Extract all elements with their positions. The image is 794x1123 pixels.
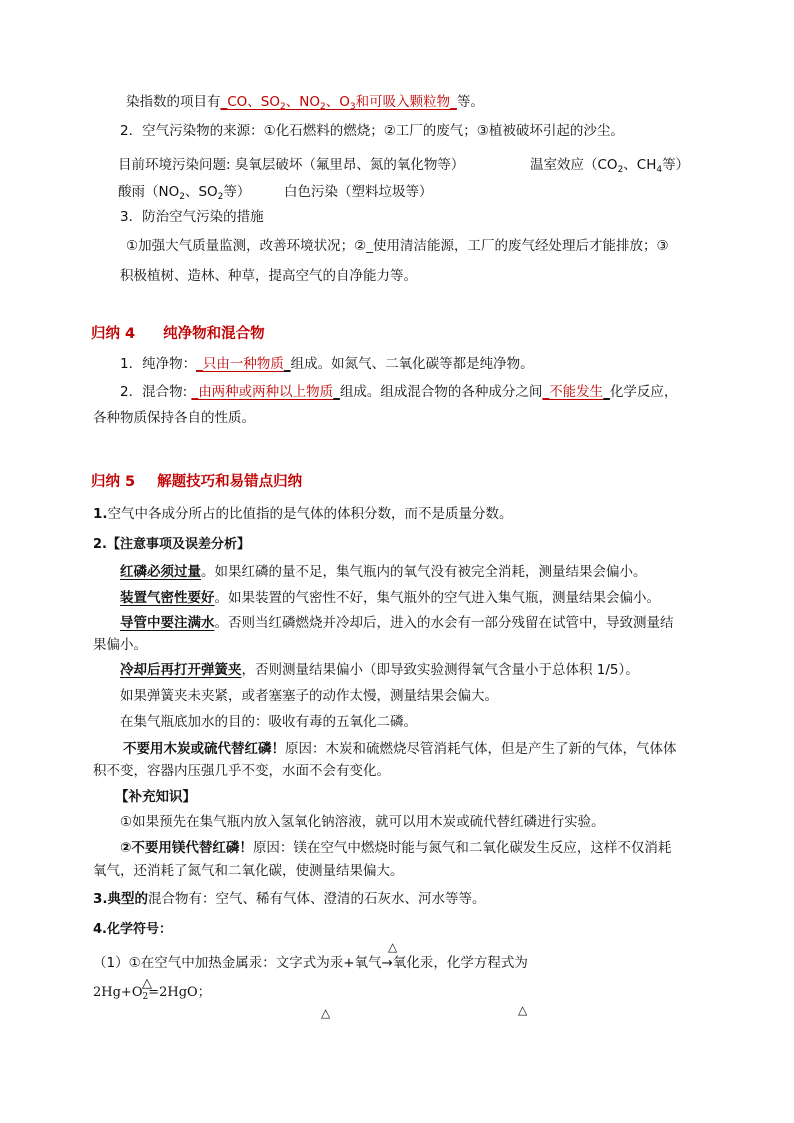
tip-4: 4.化学符号： xyxy=(93,922,172,937)
heat-symbol-eq: △ xyxy=(142,976,152,991)
heading-section-5: 归纳 5 解题技巧和易错点归纳 xyxy=(91,474,303,490)
greenhouse-effect: 温室效应（$CO_2$、$CH_4$等） xyxy=(530,157,690,175)
supplement-2: ②不要用镁代替红磷！原因：镁在空气中燃烧时能与氮气和二氧化碳发生反应，这样不仅消耗 xyxy=(120,840,672,856)
heading-section-4: 归纳 4 纯净物和混合物 xyxy=(91,326,265,342)
note-red-phosphorus: 红磷必须过量。如果红磷的量不足，集气瓶内的氧气没有被完全消耗，测量结果会偏小。 xyxy=(120,564,647,580)
heat-symbol-2: △ xyxy=(321,1006,331,1020)
env-problems-line: 目前环境污染问题: 臭氧层破坏（氟里昂、氮的氧化物等） xyxy=(118,157,465,173)
mixture-line: 2．混合物: _由两种或两种以上物质_组成。组成混合物的各种成分之间_不能发生_化学反应， xyxy=(120,384,678,400)
note-no-charcoal-cont: 积不变，容器内压强几乎不变，水面不会有变化。 xyxy=(93,763,390,779)
answer-pollutants: _CO、$SO_2$、$NO_2$、$O_3$和可吸入颗粒物_ xyxy=(220,94,457,112)
answer-no-reaction: _不能发生 xyxy=(542,384,604,400)
mixture-line-cont: 各种物质保持各自的性质。 xyxy=(93,410,255,426)
tip-3: 3.典型的混合物有：空气、稀有气体、澄清的石灰水、河水等等。 xyxy=(93,891,486,907)
supplement-title: 【补充知识】 xyxy=(115,789,196,805)
pure-substance-line: 1．纯净物：_只由一种物质_组成。如氮气、二氧化碳等都是纯净物。 xyxy=(120,356,534,372)
pollution-index-line xyxy=(126,92,484,112)
answer-mixture: _由两种或两种以上物质 xyxy=(191,384,334,400)
acid-rain: 酸雨（$NO_2$、$SO_2$等） xyxy=(118,184,251,202)
prevention-line-1: ①加强大气质量监测，改善环境状况；②_使用清洁能源，工厂的废气经处理后才能排放；③ xyxy=(126,238,669,254)
heat-symbol-3: △ xyxy=(518,1003,528,1017)
prevention-line-2: 积极植树、造林、种草，提高空气的自净能力等。 xyxy=(120,268,417,284)
heat-symbol: △ xyxy=(388,940,398,954)
answer-pure: _只由一种物质 xyxy=(196,356,284,372)
pollution-source-line: 2．空气污染物的来源：①化石燃料的燃烧；②工厂的废气；③植被破坏引起的沙尘。 xyxy=(120,123,624,139)
tip-1: 1.空气中各成分所占的比值指的是气体的体积分数，而不是质量分数。 xyxy=(93,506,513,522)
note-water: 在集气瓶底加水的目的：吸收有毒的五氧化二磷。 xyxy=(120,714,417,730)
text: 染指数的项目有 xyxy=(126,94,221,110)
note-clamp: 如果弹簧夹未夹紧，或者塞塞子的动作太慢，测量结果会偏大。 xyxy=(120,688,498,704)
mercury-question: （1）①在空气中加热金属汞：文字式为汞+氧气→氧化汞，化学方程式为 xyxy=(93,955,528,971)
supplement-2-cont: 氧气，还消耗了氮气和二氧化碳，使测量结果偏大。 xyxy=(93,863,404,879)
supplement-1: ①如果预先在集气瓶内放入氢氧化钠溶液，就可以用木炭或硫代替红磷进行实验。 xyxy=(120,814,605,830)
note-fill-tube-cont: 果偏小。 xyxy=(93,637,147,653)
note-airtight: 装置气密性要好。如果装置的气密性不好，集气瓶外的空气进入集气瓶，测量结果会偏小。 xyxy=(120,590,660,606)
note-no-charcoal: 不要用木炭或硫代替红磷！原因：木炭和硫燃烧尽管消耗气体，但是产生了新的气体，气体体 xyxy=(123,741,677,757)
mercury-equation: $2Hg+O_2=2HgO$； xyxy=(93,985,211,1002)
text: 等。 xyxy=(456,94,484,110)
white-pollution: 白色污染（塑料垃圾等） xyxy=(284,184,433,200)
note-cool-down: 冷却后再打开弹簧夹，否则测量结果偏小（即导致实验测得氧气含量小于总体积 1/5）。 xyxy=(120,662,639,678)
tip-2-title: 2.【注意事项及误差分析】 xyxy=(93,537,250,552)
prevention-title: 3．防治空气污染的措施 xyxy=(120,209,264,225)
note-fill-tube: 导管中要注满水。否则当红磷燃烧并冷却后，进入的水会有一部分残留在试管中，导致测量结 xyxy=(120,615,674,631)
